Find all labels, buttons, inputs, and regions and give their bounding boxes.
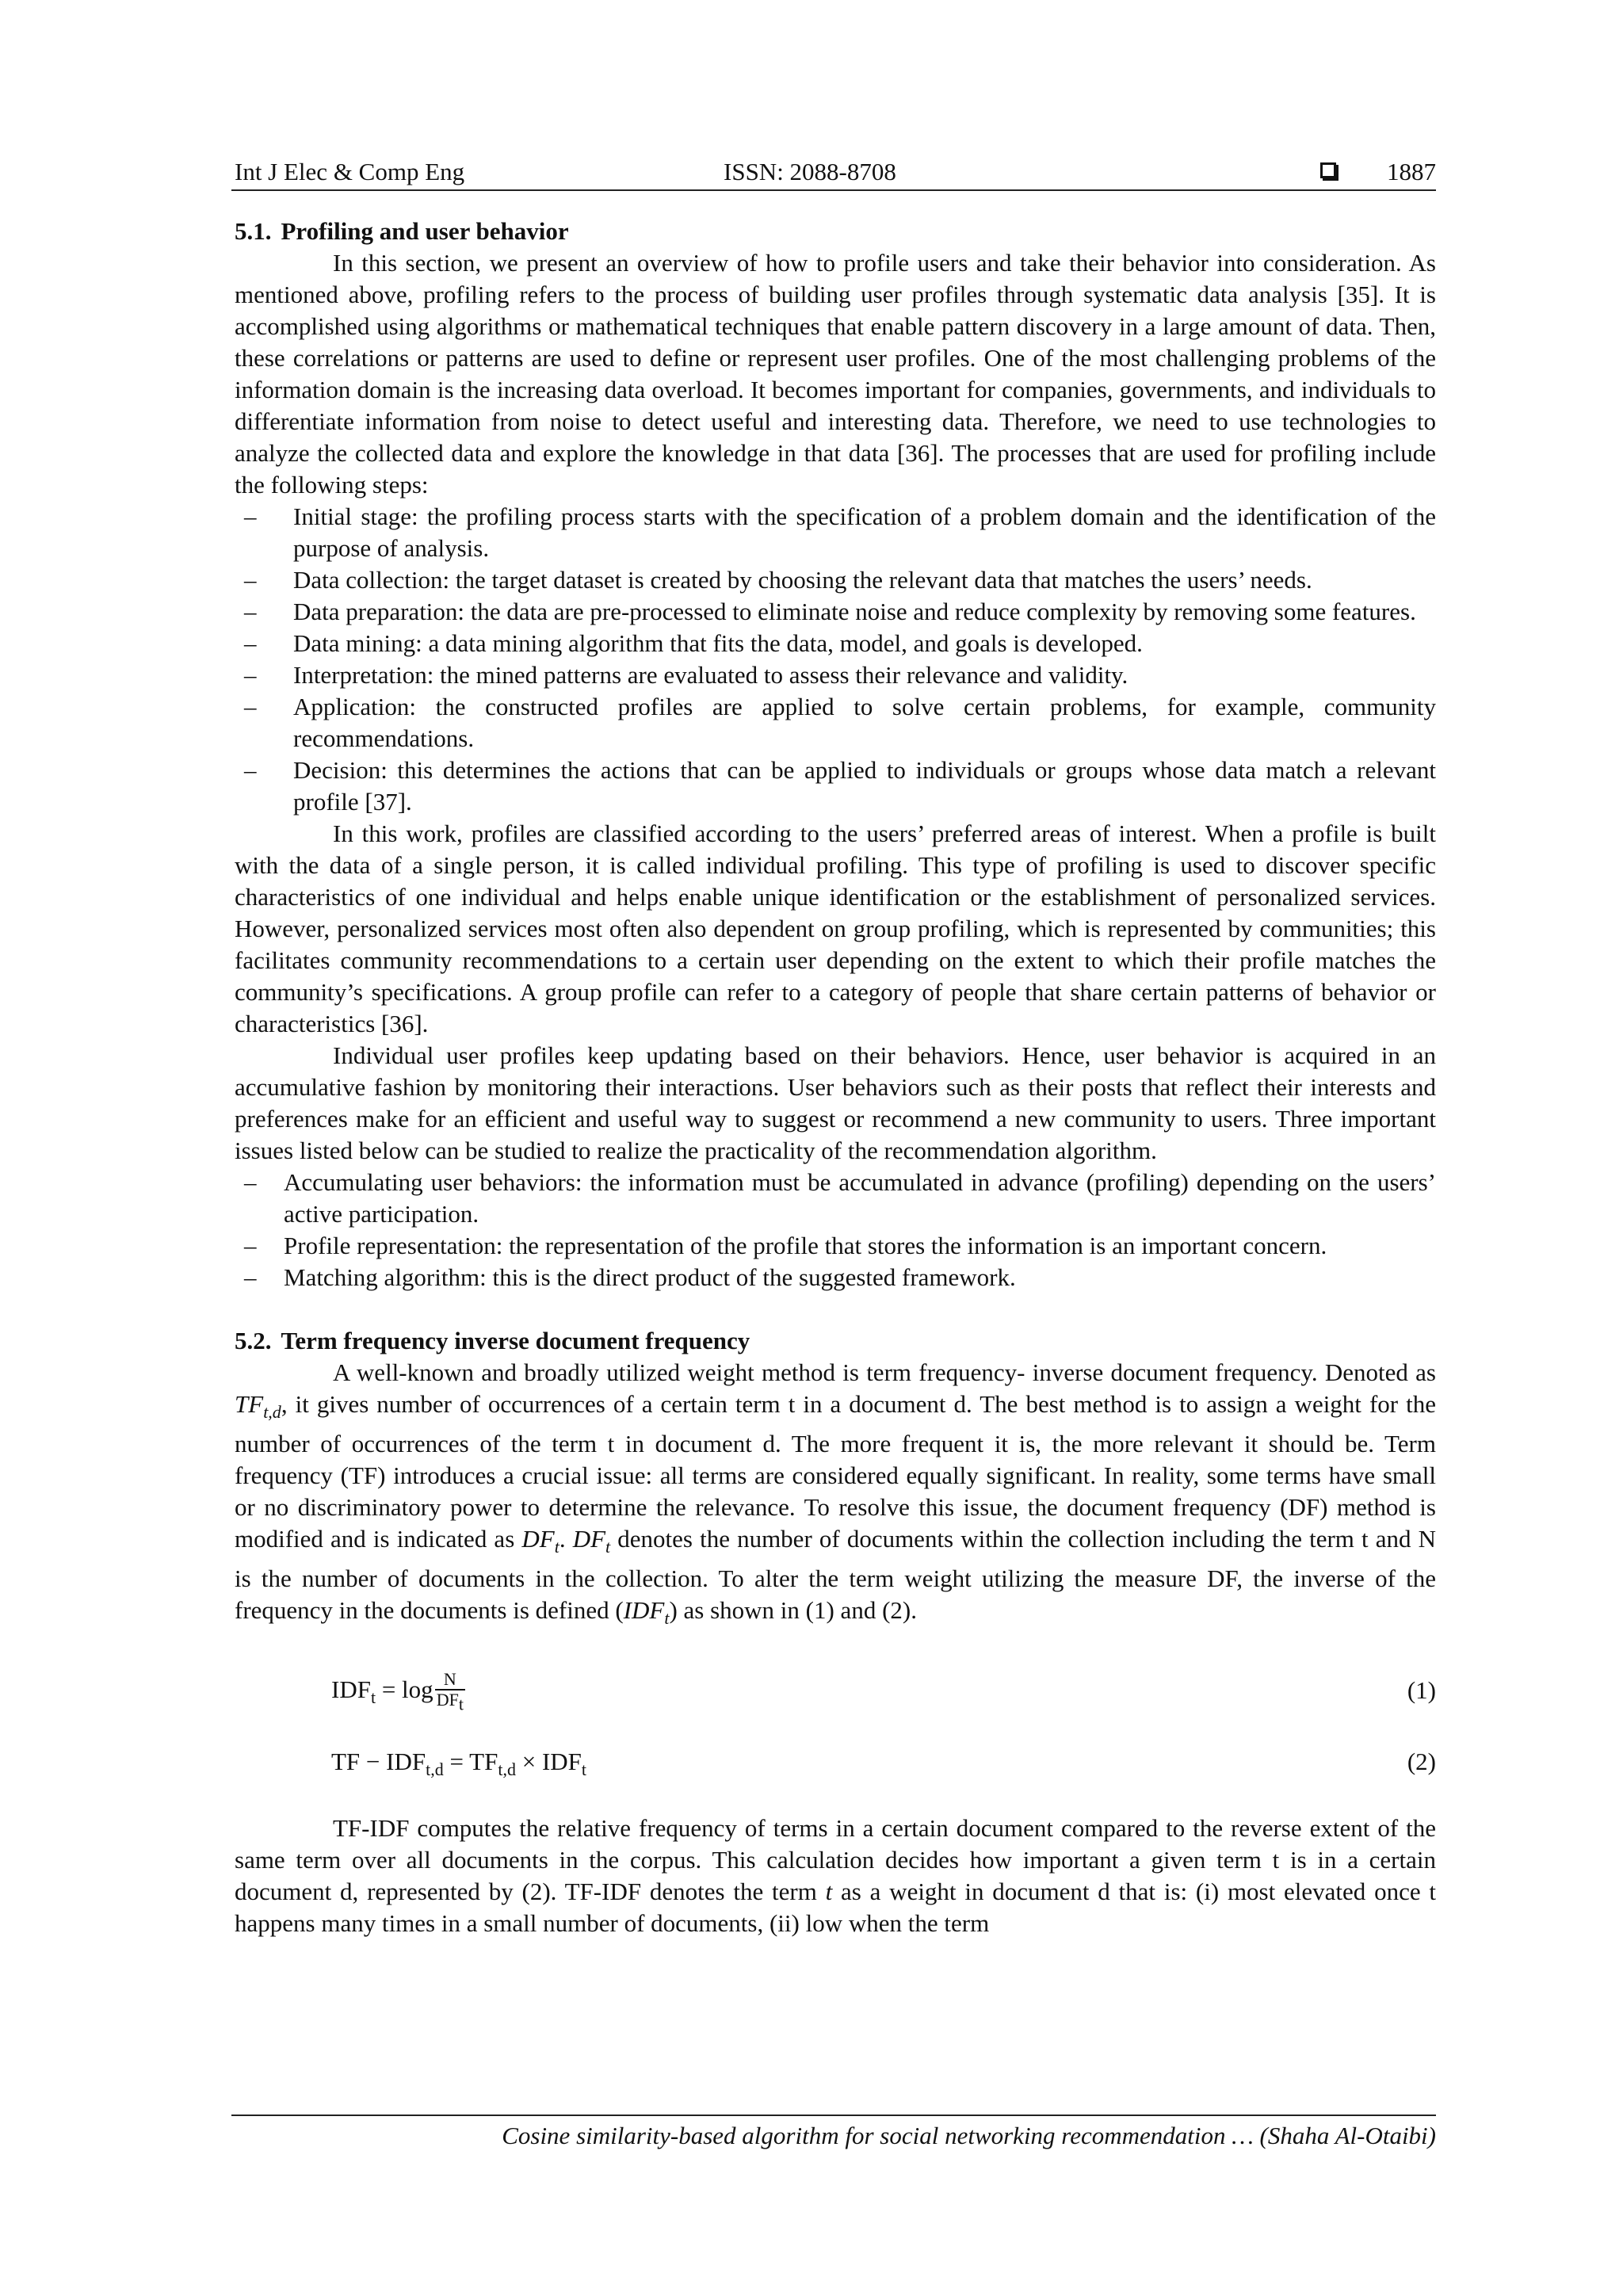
- page-number: 1887: [1387, 158, 1436, 185]
- fraction: $\frac{N}{DF_t}$: [436, 1668, 464, 1713]
- list-item: – Interpretation: the mined patterns are evaluated to assess their relevance and validity.: [244, 661, 1128, 689]
- section-number: 5.1.: [235, 217, 272, 245]
- checkbox-icon: [1320, 162, 1336, 178]
- footer-rule: [231, 2115, 1436, 2116]
- paragraph: TF-IDF computes the relative frequency of terms in a certain document compared to the reverse extent of the same term over all documents in the corpus. This calculation decides how important a given term t is in a certain document d, represented by (2). TF-IDF denotes the term t as a weight in document d that is: (i) most elevated once t happens many times in a small number of documents, (ii) low when the term: [235, 1813, 1436, 1937]
- paragraph: In this section, we present an overview of how to profile users and take their behavior into consideration. As mentioned above, profiling refers to the process of building user profiles through systematic data analysis [35]. It is accomplished using algorithms or mathematical techniques that enable pattern discovery in a large amount of data. Then, these correlations or patterns are used to define or represent user profiles. One of the most challenging problems of the information domain is the increasing data overload. It becomes important for companies, governments, and individuals to differentiate information from noise to detect useful and interesting data. Therefore, we need to use technologies to analyze the collected data and explore the knowledge in that data [36]. The processes that are used for profiling include the following steps:: [235, 249, 1436, 499]
- equation-number: (2): [1407, 1747, 1436, 1775]
- profiling-steps-list: [235, 501, 1436, 818]
- paragraph: A well-known and broadly utilized weight method is term frequency- inverse document frequency. Denoted as $TF_{t,d}$, it gives number of occurrences of a certain term t in a document d. The best method is to assign a weight for the number of occurrences of the term t in document d. The more frequent it is, the more relevant it should be. Term frequency (TF) introduces a crucial issue: all terms are considered equally significant. In reality, some terms have small or no discriminatory power to determine the relevance. To resolve this issue, the document frequency (DF) method is modified and is indicated as $DF_t$. $DF_t$ denotes the number of documents within the collection including the term t and N is the number of documents in the collection. To alter the term weight utilizing the measure DF, the inverse of the frequency in the documents is defined $(IDF_t)$ as shown in (1) and (2).: [235, 1358, 1437, 1629]
- list-item: – Application: the constructed profiles are applied to solve certain problems, for example, community recommendations.: [244, 693, 1436, 752]
- section-heading-5-2: [235, 1325, 1436, 1357]
- list-item: – Data collection: the target dataset is created by choosing the relevant data that matches the users’ needs.: [244, 566, 1312, 594]
- list-item: – Accumulating user behaviors: the information must be accumulated in advance (profiling) depending on the users’ active participation.: [244, 1168, 1436, 1228]
- body-text: [235, 216, 1436, 1939]
- issues-list: [235, 1167, 1436, 1293]
- running-header: [235, 155, 1436, 189]
- equation-2: TF − $IDF_{t,d} = TF_{t,d} \times IDF_t$ (2): [331, 1747, 1436, 1779]
- equation-1: $IDF_t = \log$ $\frac{N}{DF_t}$ (1): [331, 1668, 1436, 1713]
- equation-number: (1): [1407, 1675, 1436, 1704]
- section-title: Profiling and user behavior: [281, 217, 569, 245]
- issn: ISSN: 2088-8708: [724, 158, 896, 185]
- list-item: – Data mining: a data mining algorithm that fits the data, model, and goals is developed.: [244, 629, 1143, 657]
- section-number: 5.2.: [235, 1327, 272, 1354]
- header-rule: [231, 189, 1436, 191]
- paragraph: Individual user profiles keep updating based on their behaviors. Hence, user behavior is acquired in an accumulative fashion by monitoring their interactions. User behaviors such as their posts that reflect their interests and preferences make for an efficient and useful way to suggest or recommend a new community to users. Three important issues listed below can be studied to realize the practicality of the recommendation algorithm.: [235, 1041, 1436, 1164]
- list-item: – Decision: this determines the actions that can be applied to individuals or groups whose data match a relevant profile [37].: [244, 756, 1436, 816]
- list-item: – Initial stage: the profiling process starts with the specification of a problem domain and the identification of the purpose of analysis.: [244, 502, 1436, 562]
- list-item: – Data preparation: the data are pre-processed to eliminate noise and reduce complexity by removing some features.: [244, 598, 1416, 625]
- running-footer: Cosine similarity-based algorithm for social networking recommendation … (Shaha Al-Otaibi): [502, 2122, 1436, 2149]
- journal-name: Int J Elec & Comp Eng: [235, 158, 465, 185]
- list-item: – Profile representation: the representation of the profile that stores the information is an important concern.: [244, 1232, 1327, 1259]
- list-item: – Matching algorithm: this is the direct product of the suggested framework.: [244, 1263, 1016, 1291]
- paragraph: In this work, profiles are classified according to the users’ preferred areas of interest. When a profile is built with the data of a single person, it is called individual profiling. This type of profiling is used to discover specific characteristics of one individual and helps enable unique identification or the establishment of personalized services. However, personalized services most often also dependent on group profiling, which is represented by communities; this facilitates community recommendations to a certain user depending on the extent to which their profile matches the community’s specifications. A group profile can refer to a category of people that share certain patterns of behavior or characteristics [36].: [235, 819, 1436, 1037]
- section-title: Term frequency inverse document frequency: [281, 1327, 750, 1354]
- section-heading-5-1: [235, 216, 1436, 247]
